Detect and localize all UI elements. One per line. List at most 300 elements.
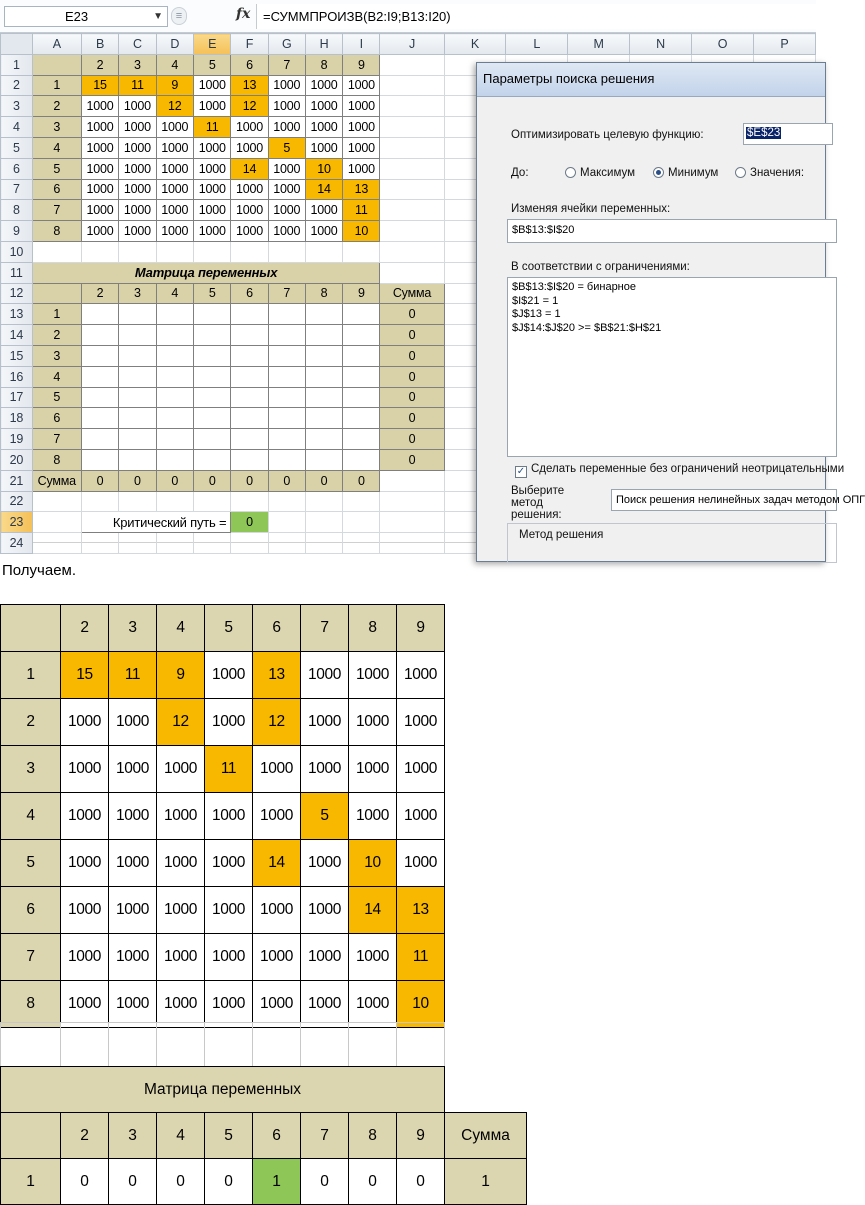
cell[interactable]: 2	[81, 283, 118, 304]
variable-cell[interactable]	[305, 449, 342, 470]
row-header-17[interactable]: 17	[1, 387, 33, 408]
cell[interactable]	[380, 179, 444, 200]
column-header-P[interactable]: P	[754, 34, 816, 55]
variable-cell[interactable]	[194, 325, 231, 346]
row-sum-cell[interactable]: 0	[380, 449, 444, 470]
cell[interactable]: 6	[32, 408, 81, 429]
fx-icon[interactable]: fx	[236, 6, 251, 22]
variable-cell[interactable]	[231, 387, 268, 408]
value-cell: 12	[253, 699, 301, 746]
cell[interactable]: 1000	[81, 179, 118, 200]
cell[interactable]	[305, 512, 342, 533]
critical-path-label[interactable]: Критический путь =	[81, 512, 231, 533]
cell[interactable]: 1000	[156, 179, 193, 200]
variable-cell[interactable]	[305, 325, 342, 346]
cell[interactable]: 10	[305, 158, 342, 179]
variable-cell[interactable]	[343, 449, 380, 470]
cell[interactable]: 1000	[305, 137, 342, 158]
cell[interactable]: 1000	[343, 96, 380, 117]
cell[interactable]: 9	[156, 75, 193, 96]
variable-cell[interactable]	[119, 449, 156, 470]
column-header-B[interactable]: B	[81, 34, 118, 55]
sum-header[interactable]: Сумма	[380, 283, 444, 304]
cell[interactable]: 1000	[194, 96, 231, 117]
variable-cell[interactable]	[231, 408, 268, 429]
variable-cell[interactable]	[268, 387, 305, 408]
row-sum-cell[interactable]: 0	[380, 366, 444, 387]
cell[interactable]: 1000	[156, 221, 193, 242]
radio-max[interactable]	[565, 167, 635, 179]
cell[interactable]	[81, 533, 118, 554]
cell[interactable]: 1000	[305, 96, 342, 117]
cell[interactable]: 1000	[268, 117, 305, 138]
cell[interactable]: 1000	[119, 117, 156, 138]
cell[interactable]	[343, 512, 380, 533]
cell[interactable]: 1000	[343, 117, 380, 138]
row-header-12[interactable]: 12	[1, 283, 33, 304]
variable-cell[interactable]	[194, 304, 231, 325]
variable-cell[interactable]	[268, 366, 305, 387]
column-header-K[interactable]: K	[444, 34, 506, 55]
cell[interactable]	[305, 533, 342, 554]
cell[interactable]: 3	[119, 283, 156, 304]
variable-cell[interactable]	[81, 304, 118, 325]
row-header-6[interactable]: 6	[1, 158, 33, 179]
variable-cell[interactable]	[343, 387, 380, 408]
column-header-A[interactable]: A	[32, 34, 81, 55]
row-header-11[interactable]: 11	[1, 262, 33, 283]
cell[interactable]: 13	[343, 179, 380, 200]
variable-cell[interactable]	[81, 366, 118, 387]
cell[interactable]: 13	[231, 75, 268, 96]
value-cell: 1000	[397, 793, 445, 840]
cell[interactable]: 1000	[156, 158, 193, 179]
cell[interactable]	[305, 241, 342, 262]
variable-cell[interactable]	[81, 449, 118, 470]
cell[interactable]: 1000	[268, 96, 305, 117]
cell[interactable]: 1000	[119, 179, 156, 200]
value-cell: 0	[109, 1159, 157, 1205]
cell[interactable]	[380, 96, 444, 117]
cell[interactable]: 11	[194, 117, 231, 138]
cell[interactable]: 1000	[119, 137, 156, 158]
cell[interactable]: 1000	[268, 221, 305, 242]
variable-cell[interactable]	[156, 345, 193, 366]
cell[interactable]: 3	[119, 54, 156, 75]
cell[interactable]: 9	[343, 54, 380, 75]
row-header-13[interactable]: 13	[1, 304, 33, 325]
cell[interactable]: 11	[119, 75, 156, 96]
cell[interactable]: 8	[305, 54, 342, 75]
variable-cell[interactable]	[156, 429, 193, 450]
cell[interactable]	[194, 533, 231, 554]
col-sum-cell[interactable]: 0	[231, 470, 268, 491]
cell[interactable]: 6	[32, 179, 81, 200]
constraint-item[interactable]: $J$13 = 1	[512, 308, 561, 320]
cell[interactable]: 1000	[194, 179, 231, 200]
cell[interactable]: 7	[268, 283, 305, 304]
col-sum-cell[interactable]: 0	[343, 470, 380, 491]
variable-cell[interactable]	[305, 366, 342, 387]
column-header-E[interactable]: E	[194, 34, 231, 55]
cell[interactable]: 1000	[81, 117, 118, 138]
cell[interactable]: 1	[32, 304, 81, 325]
variable-cell[interactable]	[305, 304, 342, 325]
cell[interactable]: 1000	[119, 221, 156, 242]
cell[interactable]	[32, 283, 81, 304]
variable-cell[interactable]	[156, 449, 193, 470]
variable-cell[interactable]	[81, 408, 118, 429]
variable-cell[interactable]	[119, 387, 156, 408]
cell[interactable]: 1000	[81, 96, 118, 117]
row-sum-cell[interactable]: 0	[380, 408, 444, 429]
cell[interactable]: 1000	[231, 200, 268, 221]
cell[interactable]	[119, 241, 156, 262]
cell[interactable]: 12	[156, 96, 193, 117]
cell[interactable]	[305, 491, 342, 512]
cell[interactable]: 7	[268, 54, 305, 75]
chevron-down-icon[interactable]: ▼	[153, 11, 163, 22]
row-header-19[interactable]: 19	[1, 429, 33, 450]
cell[interactable]	[380, 262, 444, 283]
cell[interactable]: 2	[32, 325, 81, 346]
cell[interactable]: 1000	[194, 200, 231, 221]
cell[interactable]: 1000	[305, 221, 342, 242]
cell[interactable]	[343, 533, 380, 554]
cell[interactable]: 4	[32, 137, 81, 158]
variable-cell[interactable]	[231, 366, 268, 387]
cell[interactable]: 10	[343, 221, 380, 242]
cell[interactable]	[380, 491, 444, 512]
variable-cell[interactable]	[305, 345, 342, 366]
cell[interactable]: 1000	[119, 158, 156, 179]
cell[interactable]: 15	[81, 75, 118, 96]
cell[interactable]: 1000	[268, 200, 305, 221]
column-header-H[interactable]: H	[305, 34, 342, 55]
empty-cell	[445, 887, 525, 934]
variable-cell[interactable]	[119, 325, 156, 346]
cell[interactable]: 1000	[305, 200, 342, 221]
cell[interactable]: 1000	[231, 117, 268, 138]
cell[interactable]: 1000	[119, 96, 156, 117]
value-cell: 1000	[349, 652, 397, 699]
col-sum-cell[interactable]: 0	[81, 470, 118, 491]
formula-input[interactable]: =СУММПРОИЗВ(B2:I9;B13:I20)	[256, 4, 816, 29]
row-sum-cell[interactable]: 0	[380, 429, 444, 450]
cell[interactable]: 5	[268, 137, 305, 158]
variable-cell[interactable]	[343, 408, 380, 429]
variable-cell[interactable]	[305, 408, 342, 429]
cell[interactable]: 11	[343, 200, 380, 221]
empty-cell	[445, 699, 525, 746]
column-header-J[interactable]: J	[380, 34, 444, 55]
formula-bar	[0, 0, 816, 33]
cell[interactable]	[343, 491, 380, 512]
cell[interactable]: 1000	[343, 158, 380, 179]
cell[interactable]: 1000	[268, 158, 305, 179]
cell[interactable]	[380, 75, 444, 96]
row-header-10[interactable]: 10	[1, 241, 33, 262]
row-header-1[interactable]: 1	[1, 54, 33, 75]
constraint-item[interactable]: $I$21 = 1	[512, 294, 559, 307]
cell[interactable]: 8	[305, 283, 342, 304]
constraint-item[interactable]: $J$14:$J$20 >= $B$21:$H$21	[512, 321, 662, 334]
row-sum-cell[interactable]: 0	[380, 325, 444, 346]
cell[interactable]	[231, 491, 268, 512]
cell[interactable]: 14	[231, 158, 268, 179]
row-header-16[interactable]: 16	[1, 366, 33, 387]
value-cell: 5	[301, 793, 349, 840]
variable-cell[interactable]	[156, 325, 193, 346]
col-sum-cell[interactable]: 0	[268, 470, 305, 491]
column-header-M[interactable]: M	[568, 34, 630, 55]
cell[interactable]	[194, 491, 231, 512]
variable-cell[interactable]	[194, 449, 231, 470]
cell[interactable]: 2	[32, 96, 81, 117]
cell[interactable]: 1000	[343, 137, 380, 158]
cell[interactable]	[268, 512, 305, 533]
cell[interactable]	[380, 533, 444, 554]
cell[interactable]: 14	[305, 179, 342, 200]
variable-cell[interactable]	[119, 429, 156, 450]
changing-cells-input[interactable]: $B$13:$I$20	[507, 219, 837, 243]
cell[interactable]: 8	[32, 449, 81, 470]
cell[interactable]	[32, 512, 81, 533]
column-header-L[interactable]: L	[506, 34, 568, 55]
cell[interactable]	[380, 54, 444, 75]
sum-label[interactable]: Сумма	[32, 470, 81, 491]
cell[interactable]	[156, 241, 193, 262]
cell[interactable]	[380, 117, 444, 138]
cell[interactable]: 5	[194, 283, 231, 304]
cell[interactable]	[156, 491, 193, 512]
cell[interactable]: 3	[32, 117, 81, 138]
variable-cell[interactable]	[231, 325, 268, 346]
column-header-N[interactable]: N	[630, 34, 692, 55]
method-select[interactable]: Поиск решения нелинейных задач методом ОПГ	[611, 489, 837, 511]
cell[interactable]	[380, 241, 444, 262]
cell[interactable]: 8	[32, 221, 81, 242]
variable-cell[interactable]	[305, 429, 342, 450]
row-header-9[interactable]: 9	[1, 221, 33, 242]
cell[interactable]: 2	[81, 54, 118, 75]
cell[interactable]	[380, 137, 444, 158]
row-header-5[interactable]: 5	[1, 137, 33, 158]
row-header-20[interactable]: 20	[1, 449, 33, 470]
cell[interactable]	[194, 241, 231, 262]
row-header-7[interactable]: 7	[1, 179, 33, 200]
row-header-15[interactable]: 15	[1, 345, 33, 366]
cell[interactable]: 1000	[156, 117, 193, 138]
cell[interactable]	[81, 241, 118, 262]
cell[interactable]	[32, 491, 81, 512]
expand-icon[interactable]: ≡	[171, 7, 187, 25]
row-header-21[interactable]: 21	[1, 470, 33, 491]
cell[interactable]: 5	[194, 54, 231, 75]
cell[interactable]: 7	[32, 200, 81, 221]
cell[interactable]	[32, 54, 81, 75]
name-box[interactable]	[4, 6, 168, 27]
cell[interactable]: 1000	[343, 75, 380, 96]
variable-cell[interactable]	[156, 304, 193, 325]
variable-cell[interactable]	[268, 345, 305, 366]
row-header-3[interactable]: 3	[1, 96, 33, 117]
row-sum-cell[interactable]: 0	[380, 345, 444, 366]
cell[interactable]	[81, 491, 118, 512]
row-header-24[interactable]: 24	[1, 533, 33, 554]
variable-cell[interactable]	[81, 429, 118, 450]
cell[interactable]: 1000	[156, 200, 193, 221]
cell[interactable]: 1000	[81, 221, 118, 242]
cell[interactable]	[119, 533, 156, 554]
cell[interactable]: 4	[32, 366, 81, 387]
cell[interactable]: 5	[32, 387, 81, 408]
variable-cell[interactable]	[268, 325, 305, 346]
row-sum-cell[interactable]: 0	[380, 304, 444, 325]
variable-cell[interactable]	[231, 304, 268, 325]
variable-cell[interactable]	[156, 387, 193, 408]
cell[interactable]: 1000	[231, 179, 268, 200]
variable-cell[interactable]	[231, 429, 268, 450]
variable-cell[interactable]	[194, 387, 231, 408]
variable-cell[interactable]	[156, 366, 193, 387]
row-header-4[interactable]: 4	[1, 117, 33, 138]
variable-cell[interactable]	[343, 325, 380, 346]
cell[interactable]: 12	[231, 96, 268, 117]
cell[interactable]	[268, 491, 305, 512]
cell[interactable]: 4	[156, 54, 193, 75]
nonneg-checkbox[interactable]	[515, 463, 844, 478]
variable-cell[interactable]	[268, 449, 305, 470]
column-header-I[interactable]: I	[343, 34, 380, 55]
variable-cell[interactable]	[81, 387, 118, 408]
cell[interactable]: 9	[343, 283, 380, 304]
cell[interactable]: 1000	[156, 137, 193, 158]
variable-cell[interactable]	[194, 345, 231, 366]
column-header-G[interactable]: G	[268, 34, 305, 55]
cell[interactable]: 6	[231, 54, 268, 75]
col-sum-cell[interactable]: 0	[305, 470, 342, 491]
cell[interactable]: 5	[32, 158, 81, 179]
variable-cell[interactable]	[119, 408, 156, 429]
column-header-O[interactable]: O	[692, 34, 754, 55]
cell[interactable]: 7	[32, 429, 81, 450]
row-sum-cell[interactable]: 0	[380, 387, 444, 408]
cell[interactable]	[380, 200, 444, 221]
cell[interactable]	[32, 241, 81, 262]
cell[interactable]: 1000	[194, 221, 231, 242]
target-cell-input[interactable]	[743, 123, 833, 145]
row-header-8[interactable]: 8	[1, 200, 33, 221]
header-cell: 5	[205, 1113, 253, 1159]
variable-cell[interactable]	[268, 304, 305, 325]
variable-cell[interactable]	[343, 345, 380, 366]
select-all-corner[interactable]	[1, 34, 33, 55]
row-header-22[interactable]: 22	[1, 491, 33, 512]
variable-cell[interactable]	[194, 429, 231, 450]
cell[interactable]	[380, 470, 444, 491]
radio-value[interactable]	[735, 167, 804, 179]
cell[interactable]: 1000	[305, 117, 342, 138]
cell[interactable]: 1000	[194, 75, 231, 96]
cell[interactable]: 1000	[194, 158, 231, 179]
variable-cell[interactable]	[268, 408, 305, 429]
cell[interactable]	[32, 533, 81, 554]
cell[interactable]	[343, 241, 380, 262]
variable-cell[interactable]	[343, 366, 380, 387]
column-header-F[interactable]: F	[231, 34, 268, 55]
cell[interactable]	[231, 533, 268, 554]
row-header-23[interactable]: 23	[1, 512, 33, 533]
cell[interactable]: 1000	[119, 200, 156, 221]
matrix-title[interactable]: Матрица переменных	[32, 262, 380, 283]
variable-cell[interactable]	[268, 429, 305, 450]
empty-cell	[61, 1023, 109, 1067]
cell[interactable]: 1000	[81, 158, 118, 179]
cell[interactable]	[380, 221, 444, 242]
variable-cell[interactable]	[231, 449, 268, 470]
variable-cell[interactable]	[194, 366, 231, 387]
value-cell: 1000	[109, 840, 157, 887]
cell[interactable]: 1000	[81, 200, 118, 221]
variable-cell[interactable]	[81, 325, 118, 346]
variable-cell[interactable]	[119, 304, 156, 325]
cell[interactable]	[119, 491, 156, 512]
cell[interactable]: 1000	[268, 179, 305, 200]
cell[interactable]	[380, 512, 444, 533]
cell[interactable]: 1000	[268, 75, 305, 96]
variable-cell[interactable]	[156, 408, 193, 429]
variable-cell[interactable]	[343, 429, 380, 450]
row-header-18[interactable]: 18	[1, 408, 33, 429]
cell[interactable]: 1000	[81, 137, 118, 158]
radio-min[interactable]	[653, 167, 718, 179]
cell[interactable]: 1000	[305, 75, 342, 96]
cell[interactable]: 1	[32, 75, 81, 96]
cell[interactable]: 1000	[194, 137, 231, 158]
cell[interactable]: 1000	[231, 137, 268, 158]
cell[interactable]	[231, 241, 268, 262]
column-header-C[interactable]: C	[119, 34, 156, 55]
variable-cell[interactable]	[231, 345, 268, 366]
cell[interactable]: 6	[231, 283, 268, 304]
variable-cell[interactable]	[305, 387, 342, 408]
constraint-item[interactable]: $B$13:$I$20 = бинарное	[512, 281, 636, 293]
col-sum-cell[interactable]: 0	[194, 470, 231, 491]
variable-cell[interactable]	[81, 345, 118, 366]
cell[interactable]: 1000	[231, 221, 268, 242]
row-header-2[interactable]: 2	[1, 75, 33, 96]
row-header-14[interactable]: 14	[1, 325, 33, 346]
column-header-D[interactable]: D	[156, 34, 193, 55]
cell[interactable]: 3	[32, 345, 81, 366]
col-sum-cell[interactable]: 0	[156, 470, 193, 491]
variable-cell[interactable]	[343, 304, 380, 325]
variable-cell[interactable]	[194, 408, 231, 429]
cell[interactable]	[268, 533, 305, 554]
critical-path-value[interactable]: 0	[231, 512, 268, 533]
caption-text: Получаем.	[2, 562, 77, 579]
constraints-list[interactable]	[507, 277, 837, 457]
cell[interactable]	[380, 158, 444, 179]
value-cell: 1000	[349, 699, 397, 746]
variable-cell[interactable]	[119, 345, 156, 366]
cell[interactable]	[268, 241, 305, 262]
cell[interactable]: 4	[156, 283, 193, 304]
variable-cell[interactable]	[119, 366, 156, 387]
col-sum-cell[interactable]: 0	[119, 470, 156, 491]
cell[interactable]	[156, 533, 193, 554]
